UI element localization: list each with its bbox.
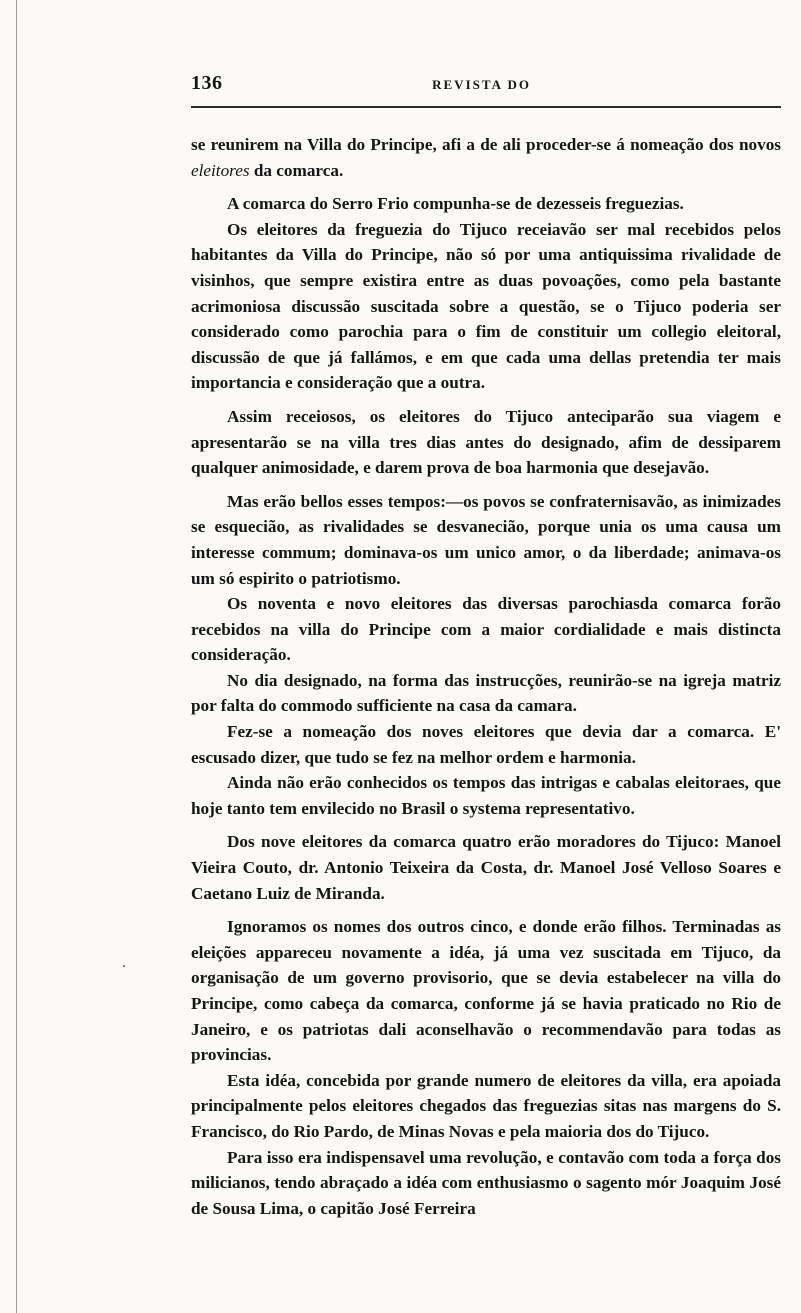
- paragraph-1: [191, 132, 781, 183]
- paragraph-5: Mas erão bellos esses tempos:—os povos se confraternisavão, as inimizades se esquecião, as rivalidades se desvanecião, porque unia os uma causa um interesse commum; dominava-os um unico amor, o da liberdade; animava-os um só espirito o patriotismo.: [191, 491, 781, 588]
- italic-term-eleitores: eleitores: [191, 160, 250, 180]
- paragraph-2: A comarca do Serro Frio compunha-se de dezesseis freguezias.: [227, 194, 684, 214]
- body-text: [191, 132, 781, 1221]
- paragraph-10: Dos nove eleitores da comarca quatro erão moradores do Tijuco: Manoel Vieira Couto, dr. Antonio Teixeira da Costa, dr. Manoel José Velloso Soares e Caetano Luiz de Miranda.: [191, 832, 781, 903]
- running-title: REVISTA DO: [432, 77, 531, 92]
- paragraph-8: Fez-se a nomeação dos noves eleitores que devia dar a comarca. E' escusado dizer, que tudo se fez na melhor ordem e harmonia.: [191, 722, 781, 767]
- page-number: 136: [191, 72, 223, 94]
- paragraph-7: No dia designado, na forma das instrucções, reunirão-se na igreja matriz por falta do commodo sufficiente na casa da camara.: [191, 670, 781, 716]
- paragraph-3: Os eleitores da freguezia do Tijuco receiavão ser mal recebidos pelos habitantes da Villa do Principe, não só por uma antiquissima rivalidade de visinhos, que sempre existira entre as duas povoações, como pela bastante acrimoniosa discussão suscitada sobre a questão, se o Tijuco poderia ser considerado como parochia para o fim de constituir um collegio eleitoral, discussão de que já fallámos, e em que cada uma dellas pretendia ter mais importancia e consideração que a outra.: [191, 219, 781, 393]
- book-page: [191, 72, 781, 1221]
- paragraph-9: Ainda não erão conhecidos os tempos das intrigas e cabalas eleitoraes, que hoje tanto tem envilecido no Brasil o systema representativo.: [191, 773, 781, 818]
- paragraph-6: Os noventa e novo eleitores das diversas parochiasda comarca forão recebidos na villa do Principe com a maior cordialidade e mais distincta consideração.: [191, 594, 781, 665]
- paragraph-11: Ignoramos os nomes dos outros cinco, e donde erão filhos. Terminadas as eleições appareceu novamente a idéa, já uma vez suscitada em Tijuco, da organisação de um governo provisorio, que se devia estabelecer na villa do Principe, como cabeça da comarca, conforme já se havia praticado no Rio de Janeiro, e os patriotas dali aconselhavão o recommendavão para todas as provincias.: [191, 917, 781, 1065]
- header-rule: [191, 106, 781, 108]
- page-binding-edge: [16, 0, 17, 1313]
- paragraph-1-tail: da comarca.: [249, 160, 344, 180]
- paragraph-12: Esta idéa, concebida por grande numero de eleitores da villa, era apoiada principalmente pelos eleitores chegados das freguezias sitas nas margens do S. Francisco, do Rio Pardo, de Minas Novas e pela maioria dos do Tijuco.: [191, 1070, 781, 1141]
- page-header: [191, 72, 781, 102]
- print-speck: [123, 965, 125, 967]
- paragraph-4: Assim receiosos, os eleitores do Tijuco anteciparão sua viagem e apresentarão se na villa tres dias antes do designado, afim de dessiparem qualquer animosidade, e darem prova de boa harmonia que desejavão.: [191, 406, 781, 478]
- paragraph-13: Para isso era indispensavel uma revolução, e contavão com toda a força dos milicianos, tendo abraçado a idéa com enthusiasmo o sagento mór Joaquim José de Sousa Lima, o capitão José Ferreira: [191, 1147, 781, 1218]
- paragraph-1-text: se reunirem na Villa do Principe, afi a de ali proceder-se á nomeação dos novos: [191, 135, 781, 154]
